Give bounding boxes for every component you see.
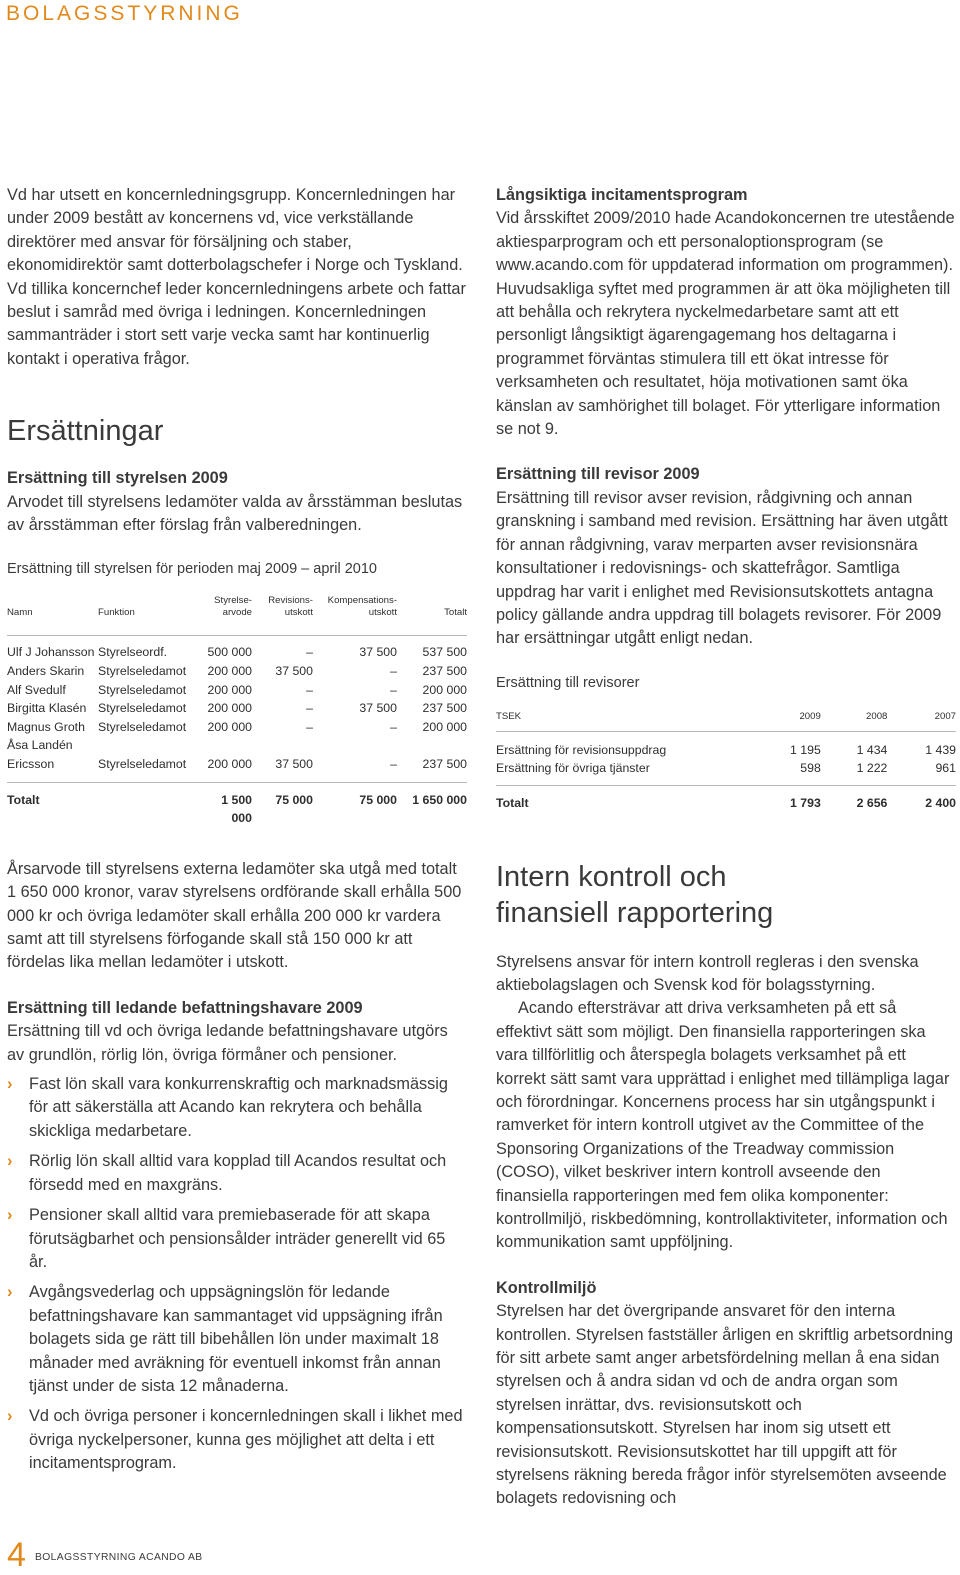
cell-total: 200 000 (422, 719, 467, 734)
table-row (7, 643, 467, 662)
col-header-comp: Kompensations- utskott (327, 595, 397, 619)
board-fee-table (7, 587, 467, 827)
cell-audit: 37 500 (275, 757, 313, 772)
control-paragraph-2: Acando eftersträvar att driva verksamheten på ett så effektivt sätt som möjligt. Den finansiella rapporteringen ska vara tillförlitlig och återspegla bolagets verksamhet på ett korrekt sätt samt vara upprättad i enlighet med tillämpliga lagar och förordningar. Koncernens process har sin utgångspunkt i ramverket för intern kontroll utgivet av the Committee of the Sponsoring Organizations of the Treadway commission (COSO), vilket beskriver intern kontroll avseende den finansiella rapporteringen med fem olika komponenter: kontrollmiljö, riskbedömning, kontrollaktiviteter, information och kommunikation samt uppföljning. (496, 999, 950, 1252)
cell-total-comp: 75 000 (359, 792, 397, 807)
auditor-table-caption: Ersättning till revisorer (496, 674, 640, 691)
control-paragraph-1: Styrelsens ansvar för intern kontroll regleras i den svenska aktiebolagslagen och Svensk kod för bolagsstyrning. (496, 952, 919, 994)
table-row (7, 662, 467, 681)
cell-total: 200 000 (422, 682, 467, 697)
cell-fee: 500 000 (207, 645, 252, 660)
table-row (7, 736, 467, 773)
auditor-text: Ersättning till revisor avser revision, rådgivning och annan granskning i samband med revision. Ersättning har även utgått för annan rådgivning, varav merparten avser revisionsnära konsultationer i redovisnings- och skattefrågor. Samtliga uppdrag har varit i enlighet med Revisionsutskottets antagna policy gällande andra uppdrag till bolagets revisorer. För 2009 har ersättningar utgått enligt nedan. (496, 488, 948, 648)
table-row (7, 681, 467, 700)
exec-text: Ersättning till vd och övriga ledande befattningshavare utgörs av grundlön, rörlig lön, övriga förmåner och pensioner. (7, 1022, 448, 1064)
cell-fee: 200 000 (207, 757, 252, 772)
cell-total-fee: 1 500 000 (221, 792, 252, 826)
cell-total: 237 500 (422, 701, 467, 716)
board-text: Arvodet till styrelsens ledamöter valda av årsstämman beslutas av årsstämman efter förslag från valberedningen. (7, 492, 463, 535)
running-header: BOLAGSSTYRNING (6, 2, 243, 25)
cell-comp: 37 500 (359, 701, 397, 716)
cell-name: Anders Skarin (7, 664, 85, 679)
cell-label: Ersättning för övriga tjänster (496, 761, 650, 776)
chevron-right-icon: › (7, 1407, 13, 1426)
cell-fee: 200 000 (207, 664, 252, 679)
left-column (7, 184, 467, 1476)
cell-name: Alf Svedulf (7, 682, 66, 697)
cell-audit: – (306, 701, 313, 716)
chevron-right-icon: › (7, 1206, 13, 1225)
cell-function: Styrelseledamot (98, 664, 187, 679)
cell-function: Styrelseledamot (98, 701, 187, 716)
cell-total-2008: 2 656 (856, 795, 888, 810)
cell-total: 237 500 (422, 757, 467, 772)
cell-audit: – (306, 682, 313, 697)
cell-name: Ulf J Johansson (7, 645, 95, 660)
cell-function: Styrelseledamot (98, 682, 187, 697)
board-table-caption: Ersättning till styrelsen för perioden maj 2009 – april 2010 (7, 561, 377, 578)
cell-comp: – (390, 682, 397, 697)
cell-total-2009: 1 793 (790, 795, 821, 810)
section-title: Ersättningar (7, 415, 164, 448)
incentive-heading: Långsiktiga incitamentsprogram (496, 186, 748, 204)
col-header-2009: 2009 (799, 710, 821, 722)
list-item-text: Fast lön skall vara konkurrenskraftig och marknadsmässig för att säkerställa att Acando kan rekrytera och behålla skickliga medarbetare. (29, 1075, 448, 1140)
cell-label: Ersättning för revisionsuppdrag (496, 742, 667, 757)
col-header-2007: 2007 (934, 710, 956, 722)
exec-bullet-list (7, 1073, 467, 1476)
cell-comp: – (390, 719, 397, 734)
cell-name: Birgitta Klasén (7, 701, 87, 716)
cell-name: Åsa Landén Ericsson (7, 738, 73, 772)
control-section-title: Intern kontroll och finansiell rapportering (496, 860, 774, 929)
list-item (7, 1204, 467, 1274)
cell-2009: 1 195 (790, 742, 821, 757)
cell-fee: 200 000 (207, 701, 252, 716)
footer-label: BOLAGSSTYRNING ACANDO AB (35, 1552, 203, 1563)
cell-fee: 200 000 (207, 719, 252, 734)
col-header-tsek: TSEK (496, 710, 522, 722)
incentive-text: Vid årsskiftet 2009/2010 hade Acandokoncernen tre utestående aktiesparprogram och ett personaloptionsprogram (se www.acando.com för uppdaterad information om programmen). Huvudsakliga syftet med programmen är att öka möjligheten till att behålla och rekrytera nyckelmedarbetare samt att ett personligt långsiktigt ägarengagemang hos deltagarna i programmet förväntas stimulera till ett ökat intresse för verksamheten och resultatet, höja motivationen samt öka känslan av samhörighet till bolaget. För ytterligare information se not 9. (496, 209, 955, 439)
control-env-heading: Kontrollmiljö (496, 1278, 597, 1297)
cell-fee: 200 000 (207, 682, 252, 697)
col-header-fee: Styrelse- arvode (214, 595, 252, 619)
board-heading: Ersättning till styrelsen 2009 (7, 469, 228, 488)
right-column (496, 184, 956, 1511)
cell-audit: – (306, 719, 313, 734)
cell-total-label: Totalt (7, 792, 40, 807)
chevron-right-icon: › (7, 1152, 13, 1171)
table-row (7, 718, 467, 737)
table-row (7, 699, 467, 718)
cell-2008: 1 434 (856, 742, 888, 757)
cell-function: Styrelseledamot (98, 719, 187, 734)
list-item (7, 1281, 467, 1398)
cell-total-total: 1 650 000 (412, 792, 467, 807)
cell-2009: 598 (800, 761, 821, 776)
cell-name: Magnus Groth (7, 719, 85, 734)
cell-audit: – (306, 645, 313, 660)
list-item-text: Rörlig lön skall alltid vara kopplad till Acandos resultat och försedd med en maxgräns. (29, 1152, 447, 1194)
auditor-heading: Ersättning till revisor 2009 (496, 465, 700, 484)
list-item (7, 1150, 467, 1197)
list-item (7, 1405, 467, 1475)
col-header-name: Namn (7, 607, 33, 619)
col-header-total: Totalt (444, 607, 467, 619)
cell-comp: – (390, 757, 397, 772)
table-row (496, 741, 956, 760)
table-total-row (496, 794, 956, 813)
list-item-text: Vd och övriga personer i koncernledningen skall i likhet med övriga nyckelpersoner, kunna ges möjlighet att delta i ett incitamentsprogram. (29, 1407, 463, 1473)
cell-comp: – (390, 664, 397, 679)
cell-audit: 37 500 (275, 664, 313, 679)
cell-function: Styrelseledamot (98, 757, 187, 772)
cell-total: 237 500 (422, 664, 467, 679)
intro-paragraph: Vd har utsett en koncernledningsgrupp. Koncernledningen har under 2009 bestått av koncernens vd, vice verkställande direktörer med ansvar för försäljning och staber, ekonomidirektör samt dotterbolagschefer i Norge och Tyskland. Vd tillika koncernchef leder koncernledningens arbete och fattar beslut i samråd med övriga i ledningen. Koncernledningen sammanträder i stort sett varje vecka samt har kontinuerlig kontakt i operativa frågor. (7, 186, 466, 368)
col-header-audit: Revisions- utskott (268, 595, 313, 619)
cell-total-audit: 75 000 (275, 792, 313, 807)
cell-total: 537 500 (422, 645, 467, 660)
annual-fee-paragraph: Årsarvode till styrelsens externa ledamöter ska utgå med totalt 1 650 000 kronor, varav styrelsens ordförande skall erhålla 500 000 kr och övriga ledamöter skall erhålla 200 000 kr vardera samt att till styrelsens förfogande skall stå 150 000 kr att fördelas lika mellan ledamöter i utskott. (7, 859, 462, 972)
chevron-right-icon: › (7, 1283, 13, 1302)
list-item-text: Pensioner skall alltid vara premiebaserade för att skapa förutsägbarhet och pensionsålder inträder generellt vid 65 år. (29, 1206, 446, 1271)
cell-function: Styrelseordf. (98, 645, 168, 660)
cell-2007: 961 (935, 761, 956, 776)
table-row (496, 759, 956, 778)
control-env-text: Styrelsen har det övergripande ansvaret för den interna kontrollen. Styrelsen fastställer årligen en skriftlig arbetsordning för sitt arbete samt anger arbetsfördelning mellan å ena sidan styrelsen och å andra sidan vd och de andra organ som styrelsen inrättar, dvs. revisionsutskott och kompensationsutskott. Styrelsen har inom sig utsett ett revisionsutskott. Revisionsutskottet har till uppgift att för styrelsens räkning bereda frågor inför styrelsemöten avseende bolagets redovisning och (496, 1302, 954, 1508)
cell-2007: 1 439 (925, 742, 956, 757)
col-header-function: Funktion (98, 607, 135, 619)
cell-total-2007: 2 400 (925, 795, 956, 810)
col-header-2008: 2008 (866, 710, 888, 722)
list-item-text: Avgångsvederlag och uppsägningslön för ledande befattningshavare kan sammantaget vid uppsägning ifrån bolagets sida ge rätt till bibehållen lön under maximalt 18 månader med avräkning för eventuell inkomst från annan tjänst under de sista 12 månaderna. (29, 1283, 443, 1395)
table-total-row (7, 791, 467, 828)
auditor-fee-table (496, 705, 956, 813)
exec-heading: Ersättning till ledande befattningshavare 2009 (7, 998, 363, 1017)
chevron-right-icon: › (7, 1075, 13, 1094)
page-number: 4 (7, 1536, 26, 1574)
cell-comp: 37 500 (359, 645, 397, 660)
cell-total-label: Totalt (496, 795, 529, 810)
cell-2008: 1 222 (856, 761, 888, 776)
list-item (7, 1073, 467, 1143)
